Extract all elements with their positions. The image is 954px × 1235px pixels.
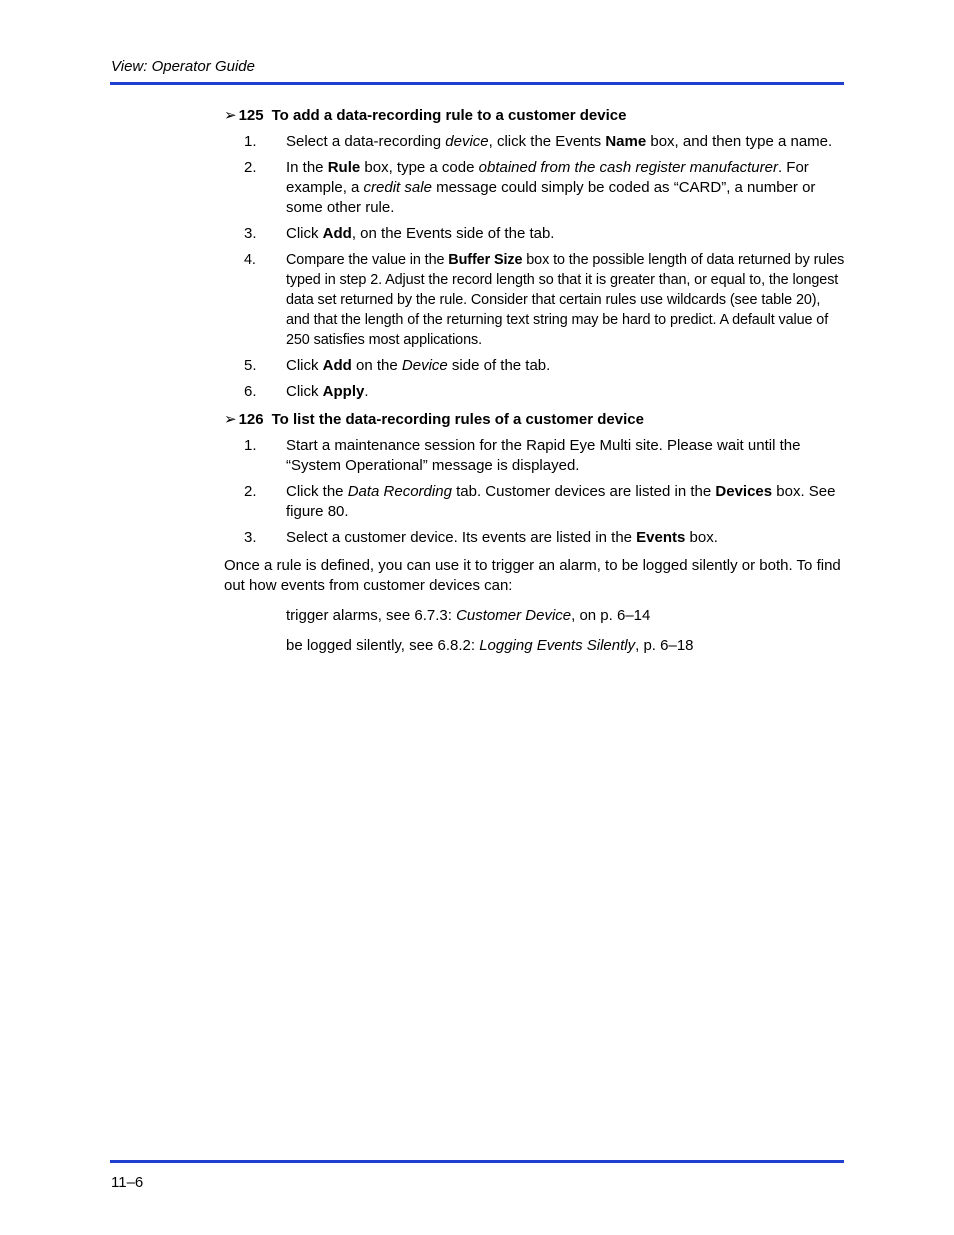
list-item: 1. Start a maintenance session for the Rapid Eye Multi site. Please wait until the “System Operational” message is displayed. bbox=[244, 437, 801, 474]
footer-rule bbox=[110, 1160, 844, 1163]
list-item: 5. Click Add on the Device side of the tab. bbox=[244, 357, 551, 374]
procedure-title: To add a data-recording rule to a customer device bbox=[271, 107, 627, 124]
procedure-title: To list the data-recording rules of a customer device bbox=[271, 411, 644, 428]
page-header-title: View: Operator Guide bbox=[111, 58, 255, 75]
list-item: 2. In the Rule box, type a code obtained from the cash register manufacturer. For example, a credit sale message could simply be coded as “CARD”, a number or some other rule. bbox=[244, 159, 816, 216]
summary-paragraph: Once a rule is defined, you can use it to trigger an alarm, to be logged silently or both. To find out how events from customer devices can: bbox=[224, 557, 841, 594]
procedure-number: 126 bbox=[238, 411, 264, 428]
page-content bbox=[224, 106, 846, 666]
page-number: 11–6 bbox=[111, 1174, 144, 1191]
arrow-bullet-icon: ➢ bbox=[224, 411, 237, 428]
list-item: 1. Select a data-recording device, click the Events Name box, and then type a name. bbox=[244, 133, 833, 150]
list-item: 4. Compare the value in the Buffer Size box to the possible length of data returned by rules typed in step 2. Adjust the record length so that it is greater than, or equal to, the longest data set returned by the rule. Consider that certain rules use wildcards (see table 20), and that the length of the returning text string may be hard to predict. A default value of 250 satisfies most applications. bbox=[244, 252, 845, 348]
list-item: 3. Select a customer device. Its events are listed in the Events box. bbox=[244, 529, 718, 546]
procedure-heading-126 bbox=[224, 410, 846, 430]
list-item: 2. Click the Data Recording tab. Customer devices are listed in the Devices box. See figure 80. bbox=[244, 483, 836, 520]
cross-reference: be logged silently, see 6.8.2: Logging Events Silently, p. 6–18 bbox=[286, 637, 694, 654]
cross-reference: trigger alarms, see 6.7.3: Customer Device, on p. 6–14 bbox=[286, 607, 651, 624]
arrow-bullet-icon: ➢ bbox=[224, 107, 237, 124]
list-item: 6. Click Apply. bbox=[244, 383, 369, 400]
header-rule bbox=[110, 82, 844, 85]
list-item: 3. Click Add, on the Events side of the tab. bbox=[244, 225, 555, 242]
procedure-heading-125 bbox=[224, 106, 846, 126]
procedure-number: 125 bbox=[238, 107, 264, 124]
